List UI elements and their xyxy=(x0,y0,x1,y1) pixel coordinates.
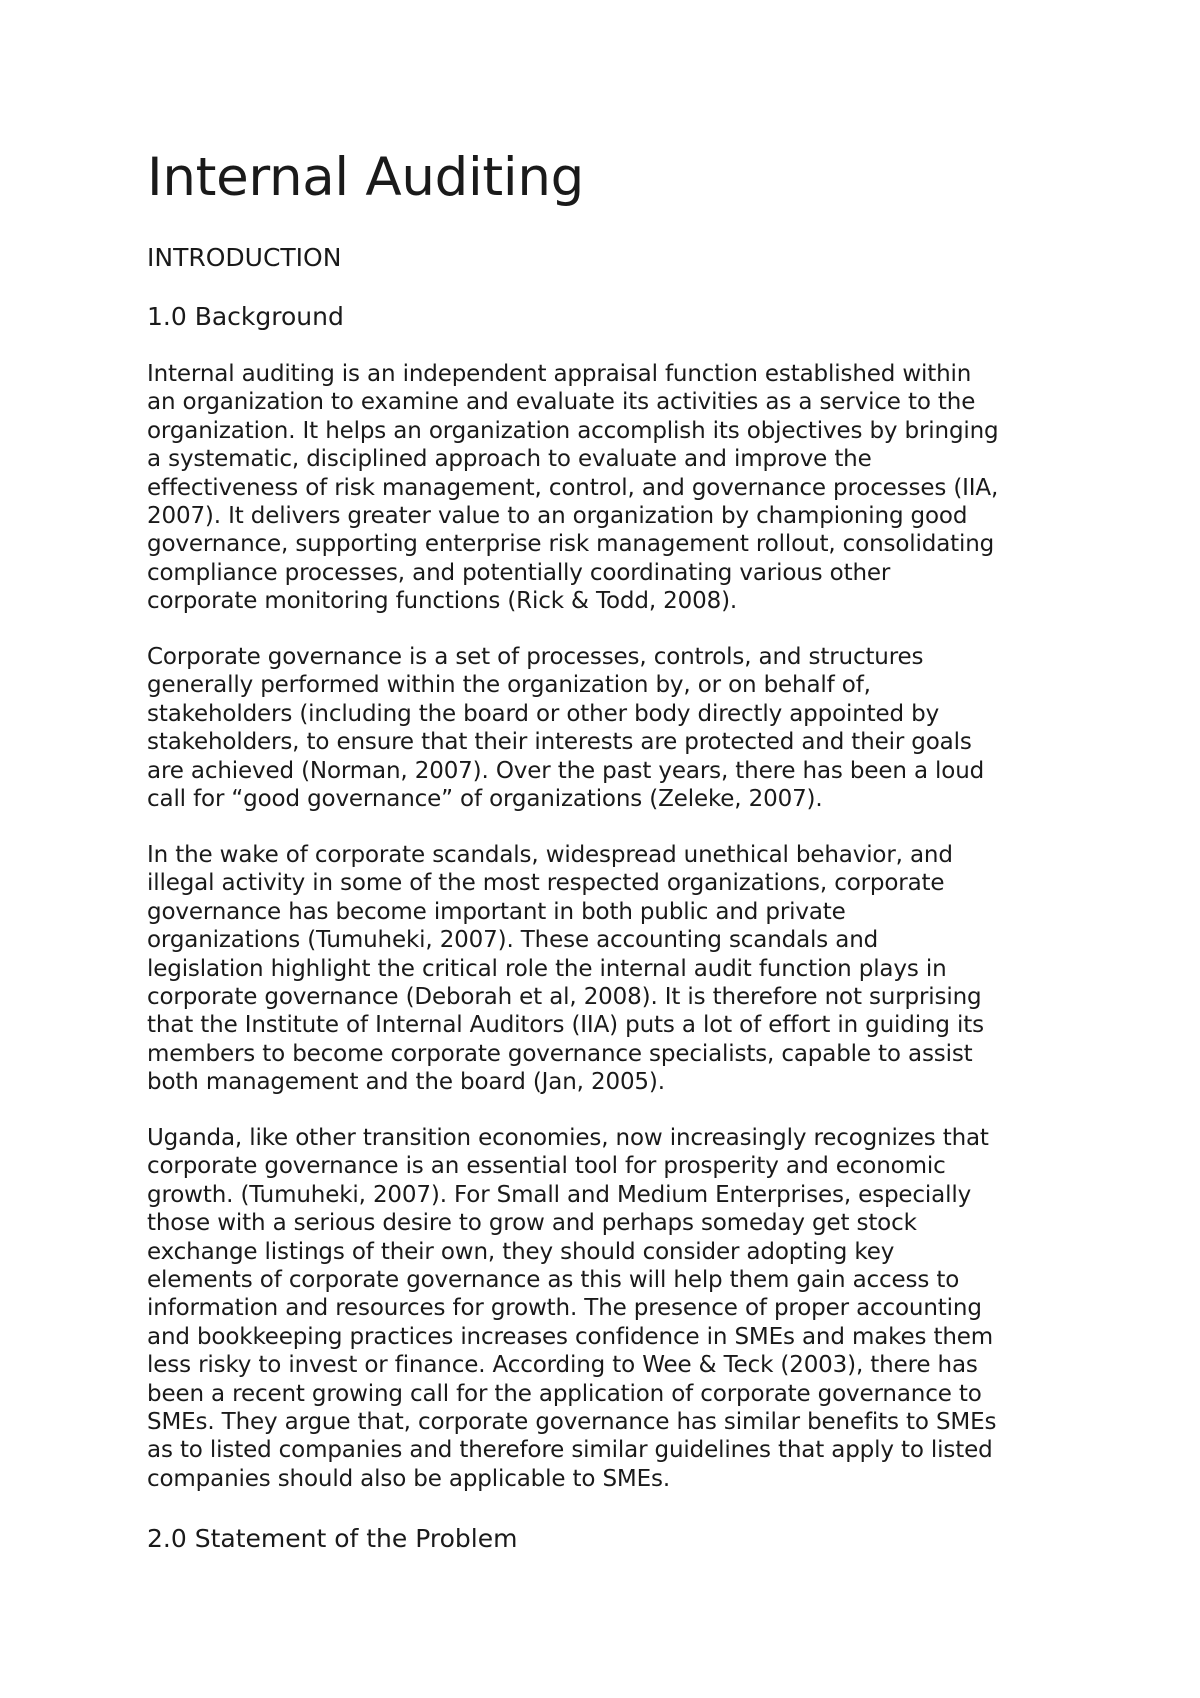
paragraph-internal-auditing xyxy=(147,360,1077,616)
paragraph-line: stakeholders, to ensure that their interests are protected and their goals xyxy=(147,729,972,756)
paragraph-line: governance, supporting enterprise risk management rollout, consolidating xyxy=(147,531,995,558)
paragraph-line: Corporate governance is a set of processes, controls, and structures xyxy=(147,644,924,670)
paragraph-line: corporate governance is an essential tool for prosperity and economic xyxy=(147,1153,946,1180)
paragraph-line: Internal auditing is an independent appraisal function established within xyxy=(147,361,972,387)
section-heading-background: 1.0 Background xyxy=(147,302,344,331)
paragraph-line: Uganda, like other transition economies, now increasingly recognizes that xyxy=(147,1125,989,1151)
paragraph-line: corporate governance (Deborah et al, 2008). It is therefore not surprising xyxy=(147,984,982,1011)
section-heading-statement-of-problem: 2.0 Statement of the Problem xyxy=(147,1524,518,1553)
paragraph-line: that the Institute of Internal Auditors (IIA) puts a lot of effort in guiding its xyxy=(147,1012,984,1039)
paragraph-line: and bookkeeping practices increases confidence in SMEs and makes them xyxy=(147,1323,994,1350)
document-title: Internal Auditing xyxy=(147,147,584,208)
paragraph-line: stakeholders (including the board or other body directly appointed by xyxy=(147,700,940,727)
paragraph-line: In the wake of corporate scandals, widespread unethical behavior, and xyxy=(147,842,953,868)
paragraph-line: legislation highlight the critical role the internal audit function plays in xyxy=(147,955,947,982)
paragraph-line: companies should also be applicable to SMEs. xyxy=(147,1465,670,1492)
introduction-label: INTRODUCTION xyxy=(147,243,342,272)
paragraph-line: less risky to invest or finance. According to Wee & Teck (2003), there has xyxy=(147,1352,978,1379)
paragraph-line: call for “good governance” of organizations (Zeleke, 2007). xyxy=(147,786,823,813)
paragraph-line: an organization to examine and evaluate its activities as a service to the xyxy=(147,389,976,416)
paragraph-line: organizations (Tumuheki, 2007). These accounting scandals and xyxy=(147,927,879,954)
paragraph-line: both management and the board (Jan, 2005). xyxy=(147,1069,665,1096)
paragraph-line: been a recent growing call for the application of corporate governance to xyxy=(147,1380,982,1407)
paragraph-line: generally performed within the organization by, or on behalf of, xyxy=(147,672,871,699)
paragraph-line: corporate monitoring functions (Rick & Todd, 2008). xyxy=(147,588,738,615)
paragraph-line: are achieved (Norman, 2007). Over the past years, there has been a loud xyxy=(147,757,985,784)
paragraph-line: as to listed companies and therefore similar guidelines that apply to listed xyxy=(147,1437,993,1464)
paragraph-line: illegal activity in some of the most respected organizations, corporate xyxy=(147,870,945,897)
paragraph-line: 2007). It delivers greater value to an organization by championing good xyxy=(147,503,968,530)
paragraph-line: organization. It helps an organization accomplish its objectives by bringing xyxy=(147,417,999,444)
paragraph-corporate-governance xyxy=(147,643,1077,813)
paragraph-line: governance has become important in both public and private xyxy=(147,898,846,925)
paragraph-line: a systematic, disciplined approach to evaluate and improve the xyxy=(147,446,872,473)
paragraph-line: members to become corporate governance specialists, capable to assist xyxy=(147,1040,973,1067)
paragraph-line: exchange listings of their own, they should consider adopting key xyxy=(147,1238,895,1265)
paragraph-line: growth. (Tumuheki, 2007). For Small and Medium Enterprises, especially xyxy=(147,1181,972,1208)
paragraph-line: SMEs. They argue that, corporate governance has similar benefits to SMEs xyxy=(147,1409,997,1436)
paragraph-corporate-scandals xyxy=(147,841,1077,1097)
paragraph-line: those with a serious desire to grow and perhaps someday get stock xyxy=(147,1210,917,1237)
paragraph-line: effectiveness of risk management, control, and governance processes (IIA, xyxy=(147,474,999,501)
paragraph-line: elements of corporate governance as this will help them gain access to xyxy=(147,1267,960,1294)
paragraph-uganda-smes xyxy=(147,1124,1077,1493)
paragraph-line: compliance processes, and potentially coordinating various other xyxy=(147,559,891,586)
paragraph-line: information and resources for growth. The presence of proper accounting xyxy=(147,1295,982,1322)
